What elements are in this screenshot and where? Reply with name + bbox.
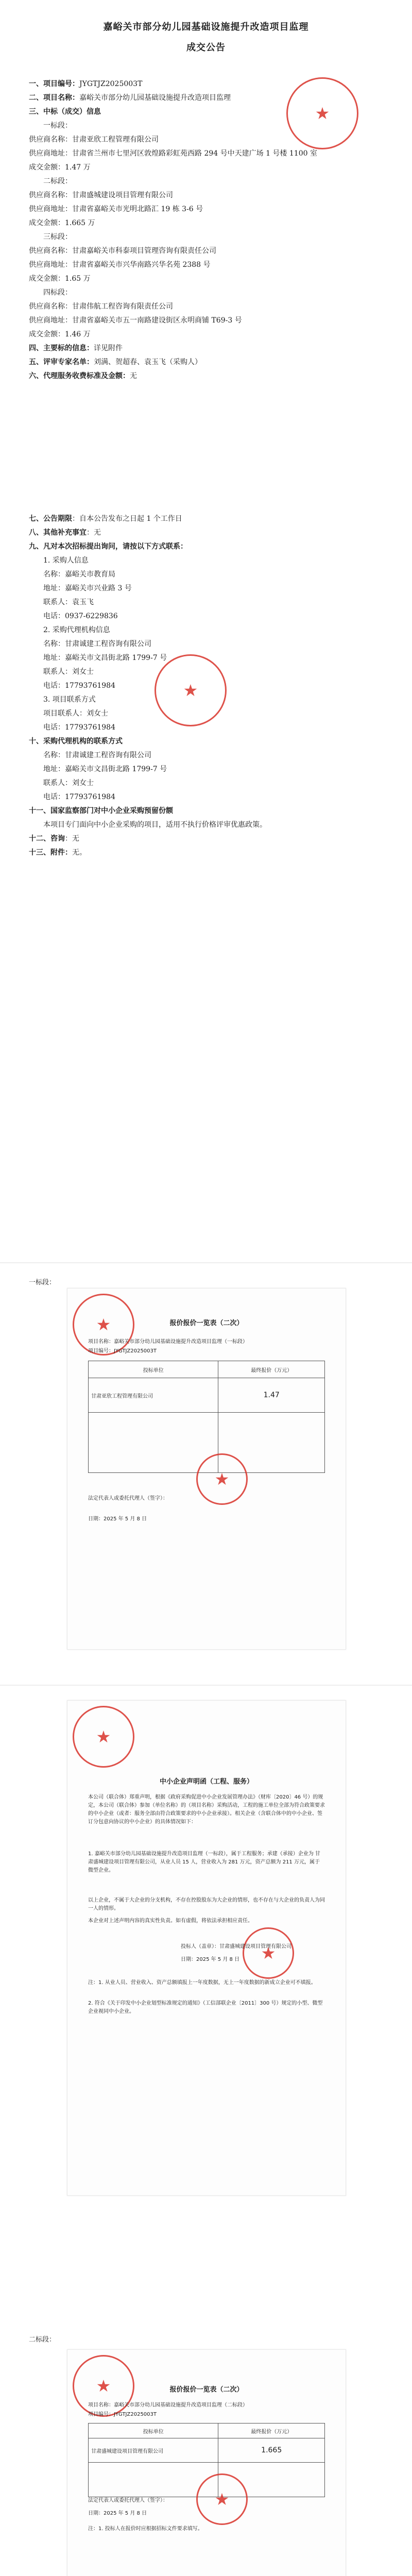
attachment-3-company-cell: 甘肃盛城建设项目管理有限公司 (89, 2438, 218, 2463)
agent-phone: 电话：17793761984 (43, 682, 115, 690)
agent-name: 名称：甘肃诚建工程咨询有限公司 (43, 640, 151, 648)
attachment-3-price-cell: 1.665 (218, 2438, 325, 2463)
seal-stamp-6: ★ (243, 1927, 294, 1979)
section-project-name: 二、项目名称：嘉峪关市部分幼儿园基础设施提升改造项目监理 (29, 94, 231, 102)
section-contacts: 九、凡对本次招标提出询问，请按以下方式联系： (29, 543, 187, 551)
winner-2-supplier: 供应商名称：甘肃盛城建设项目管理有限公司 (29, 191, 173, 199)
attachment-3-col-company: 投标单位 (89, 2424, 218, 2438)
attachment-1-price-cell: 1.47 (218, 1378, 325, 1413)
winner-3-address: 供应商地址：甘肃省嘉峪关市兴华南路兴华名苑 2388 号 (29, 261, 211, 269)
section-attachment: 十三、附件：无。 (29, 849, 87, 857)
section-sme: 十一、国家监察部门对中小企业采购预留份额 (29, 807, 173, 815)
announcement-body (29, 77, 384, 860)
attachment-1-col-company: 投标单位 (89, 1361, 218, 1378)
winner-1-supplier: 供应商名称：甘肃亚欣工程管理有限公司 (29, 135, 159, 144)
attachment-1-project-line: 项目名称：嘉峪关市部分幼儿园基础设施提升改造项目监理（一标段） (88, 1339, 248, 1345)
attachment-2-scan (67, 1700, 346, 2196)
winner-2-amount: 成交金额：1.665 万 (29, 219, 95, 227)
winner-1-address: 供应商地址：甘肃省兰州市七里河区敦煌路彩虹苑西路 294 号中天建广场 1 号楼 1100 室 (29, 149, 317, 158)
section-project-number: 一、项目编号：JYGTJZ2025003T (29, 80, 143, 88)
section-period: 七、公告期限：自本公告发布之日起 1 个工作日 (29, 515, 182, 523)
attachment-1-label: 一标段： (29, 1279, 56, 1286)
winner-4-amount: 成交金额：1.46 万 (29, 330, 91, 338)
purchaser-contact: 联系人：袁玉飞 (43, 598, 94, 606)
winner-4-address: 供应商地址：甘肃省嘉峪关市五一南路建设街区永明商铺 T69-3 号 (29, 316, 242, 325)
attachment-1-blank-cell (89, 1413, 218, 1473)
attachment-3-project-line: 项目名称：嘉峪关市部分幼儿园基础设施提升改造项目监理（二标段） (88, 2402, 248, 2408)
document-title (0, 20, 412, 54)
winner-3-rank: 三标段： (43, 233, 72, 241)
title-line-1: 嘉峪关市部分幼儿园基础设施提升改造项目监理 (103, 22, 309, 32)
attachment-1-date: 日期：2025 年 5 月 8 日 (88, 1516, 147, 1522)
attachment-2-body-2: 以上企业，不属于大企业的分支机构，不存在控股股东为大企业的情形，也不存在与大企业的负责人为同一人的情形。 (88, 1897, 325, 1911)
attachment-2-note-1: 注：1. 从业人员、营业收入、资产总额填报上一年度数据，无上一年度数据的新成立企业可不填报。 (88, 1980, 316, 1986)
agency-contact-name: 名称：甘肃诚建工程咨询有限公司 (43, 751, 151, 759)
attachment-1-form-title: 报价报价一览表（二次） (169, 1319, 244, 1327)
section-other: 八、其他补充事宜：无 (29, 529, 101, 537)
winner-3-supplier: 供应商名称：甘肃嘉峪关市科泰项目管理咨询有限责任公司 (29, 247, 216, 255)
project-contact: 项目联系人：刘女士 (43, 709, 108, 718)
attachment-1-company-cell: 甘肃亚欣工程管理有限公司 (89, 1378, 218, 1413)
agent-contact: 联系人：刘女士 (43, 668, 94, 676)
blank-gap (29, 383, 384, 512)
attachment-1-project-number: 项目编号：JYGTJZ2025003T (88, 1348, 157, 1354)
purchaser-address: 地址：嘉峪关市兴业路 3 号 (43, 584, 132, 592)
title-line-2: 成交公告 (186, 42, 226, 53)
seal-stamp-4: ★ (196, 1453, 248, 1505)
attachment-1-scan (67, 1288, 346, 1650)
attachment-3-scan (67, 2349, 346, 2576)
attachment-3-label: 二标段： (29, 2336, 56, 2344)
section-consult: 十二、咨询：无 (29, 835, 79, 843)
attachment-2-note-2: 2. 符合《关于印发中小企业划型标准规定的通知》（工信部联企业〔2011〕300 号）规定的小型、微型企业视同中小企业。 (88, 2001, 323, 2014)
purchaser-phone: 电话：0937-6229836 (43, 612, 118, 620)
attachment-2-body-1: 本公司（联合体）郑重声明，根据《政府采购促进中小企业发展管理办法》（财库〔2020〕46 号）的规定，本公司（联合体）参加（单位名称）的（项目名称）采购活动，工程的施工单位全部为符合政策要求的中小企业（或者：服务全部由符合政策要求的中小企业承接）。相关企业（含联合体中的中小企业、签订分包意向协议的中小企业）的具体情况如下： (88, 1794, 325, 1825)
attachment-2-body-3: 本企业对上述声明内容的真实性负责。如有虚假，将依法承担相应责任。 (88, 1918, 253, 1924)
winner-2-address: 供应商地址：甘肃省嘉峪关市光明北路汇 19 栋 3-6 号 (29, 205, 203, 213)
attachment-3-form-title: 报价报价一览表（二次） (169, 2386, 244, 2394)
winner-1-amount: 成交金额：1.47 万 (29, 163, 91, 172)
purchaser-name: 名称：嘉峪关市教育局 (43, 570, 115, 579)
winner-4-rank: 四标段： (43, 289, 72, 297)
section-agency-contact: 十、采购代理机构的联系方式 (29, 737, 123, 745)
attachment-3-col-price: 最终报价（万元） (218, 2424, 325, 2438)
section-fees: 六、代理服务收费标准及金额：无 (29, 372, 137, 380)
page-divider-1 (0, 1262, 412, 1263)
agency-contact-phone: 电话：17793761984 (43, 793, 115, 801)
winner-2-rank: 二标段： (43, 177, 72, 185)
attachment-2-date: 日期：2025 年 5 月 8 日 (181, 1957, 240, 1962)
attachment-2-sign: 投标人（盖章）：甘肃盛城建设项目管理有限公司 (181, 1944, 291, 1950)
section-experts: 五、评审专家名单：刘满、贺超春、袁玉飞（采购人） (29, 358, 202, 366)
agent-heading: 2. 采购代理机构信息 (43, 626, 110, 634)
section-main-items: 四、主要标的信息：详见附件 (29, 344, 123, 352)
agent-address: 地址：嘉峪关市文昌街北路 1799-7 号 (43, 654, 167, 662)
attachment-3-sign-label: 法定代表人或委托代理人（签字）： (88, 2498, 168, 2503)
agency-contact-address: 地址：嘉峪关市文昌街北路 1799-7 号 (43, 765, 167, 773)
seal-stamp-1: ★ (286, 77, 358, 149)
attachment-2-item-1: 1. 嘉峪关市部分幼儿园基础设施提升改造项目监理（一标段），属于工程服务；承建（承接）企业为 甘肃盛城建设项目管理有限公司，从业人员 15 人，营业收入为 281 万元，资产总额为 211 万元，属于 微型企业。 (88, 1851, 320, 1873)
seal-stamp-5: ★ (73, 1706, 134, 1768)
sme-text: 本项目专门面向中小企业采购的项目，适用不执行价格评审优惠政策。 (43, 821, 267, 829)
winner-1-rank: 一标段： (43, 122, 72, 130)
attachment-1-sign-label: 法定代表人或委托代理人（签字）： (88, 1496, 168, 1501)
purchaser-heading: 1. 采购人信息 (43, 556, 89, 565)
attachment-1-col-price: 最终报价（万元） (218, 1361, 325, 1378)
attachment-3-date: 日期：2025 年 5 月 8 日 (88, 2511, 147, 2516)
winner-3-amount: 成交金额：1.65 万 (29, 275, 91, 283)
page-divider-2 (0, 1685, 412, 1686)
seal-stamp-3: ★ (73, 1294, 134, 1355)
agency-contact-person: 联系人：刘女士 (43, 779, 94, 787)
attachment-3-project-number: 项目编号：JYGTJZ2025003T (88, 2412, 157, 2417)
winner-4-supplier: 供应商名称：甘肃伟航工程咨询有限责任公司 (29, 302, 173, 311)
attachment-1-bid-table (88, 1361, 325, 1473)
seal-stamp-7: ★ (73, 2355, 134, 2417)
project-phone: 电话：17793761984 (43, 723, 115, 732)
attachment-3-note: 注：1. 投标人在报价时应根据招标文件要求填写。 (88, 2526, 203, 2532)
attachment-2-title: 中小企业声明函（工程、服务） (159, 1778, 253, 1786)
project-contact-heading: 3. 项目联系方式 (43, 696, 96, 704)
seal-stamp-8: ★ (196, 2473, 248, 2525)
seal-stamp-2: ★ (154, 654, 227, 726)
section-winner-info: 三、中标（成交）信息 (29, 108, 101, 116)
